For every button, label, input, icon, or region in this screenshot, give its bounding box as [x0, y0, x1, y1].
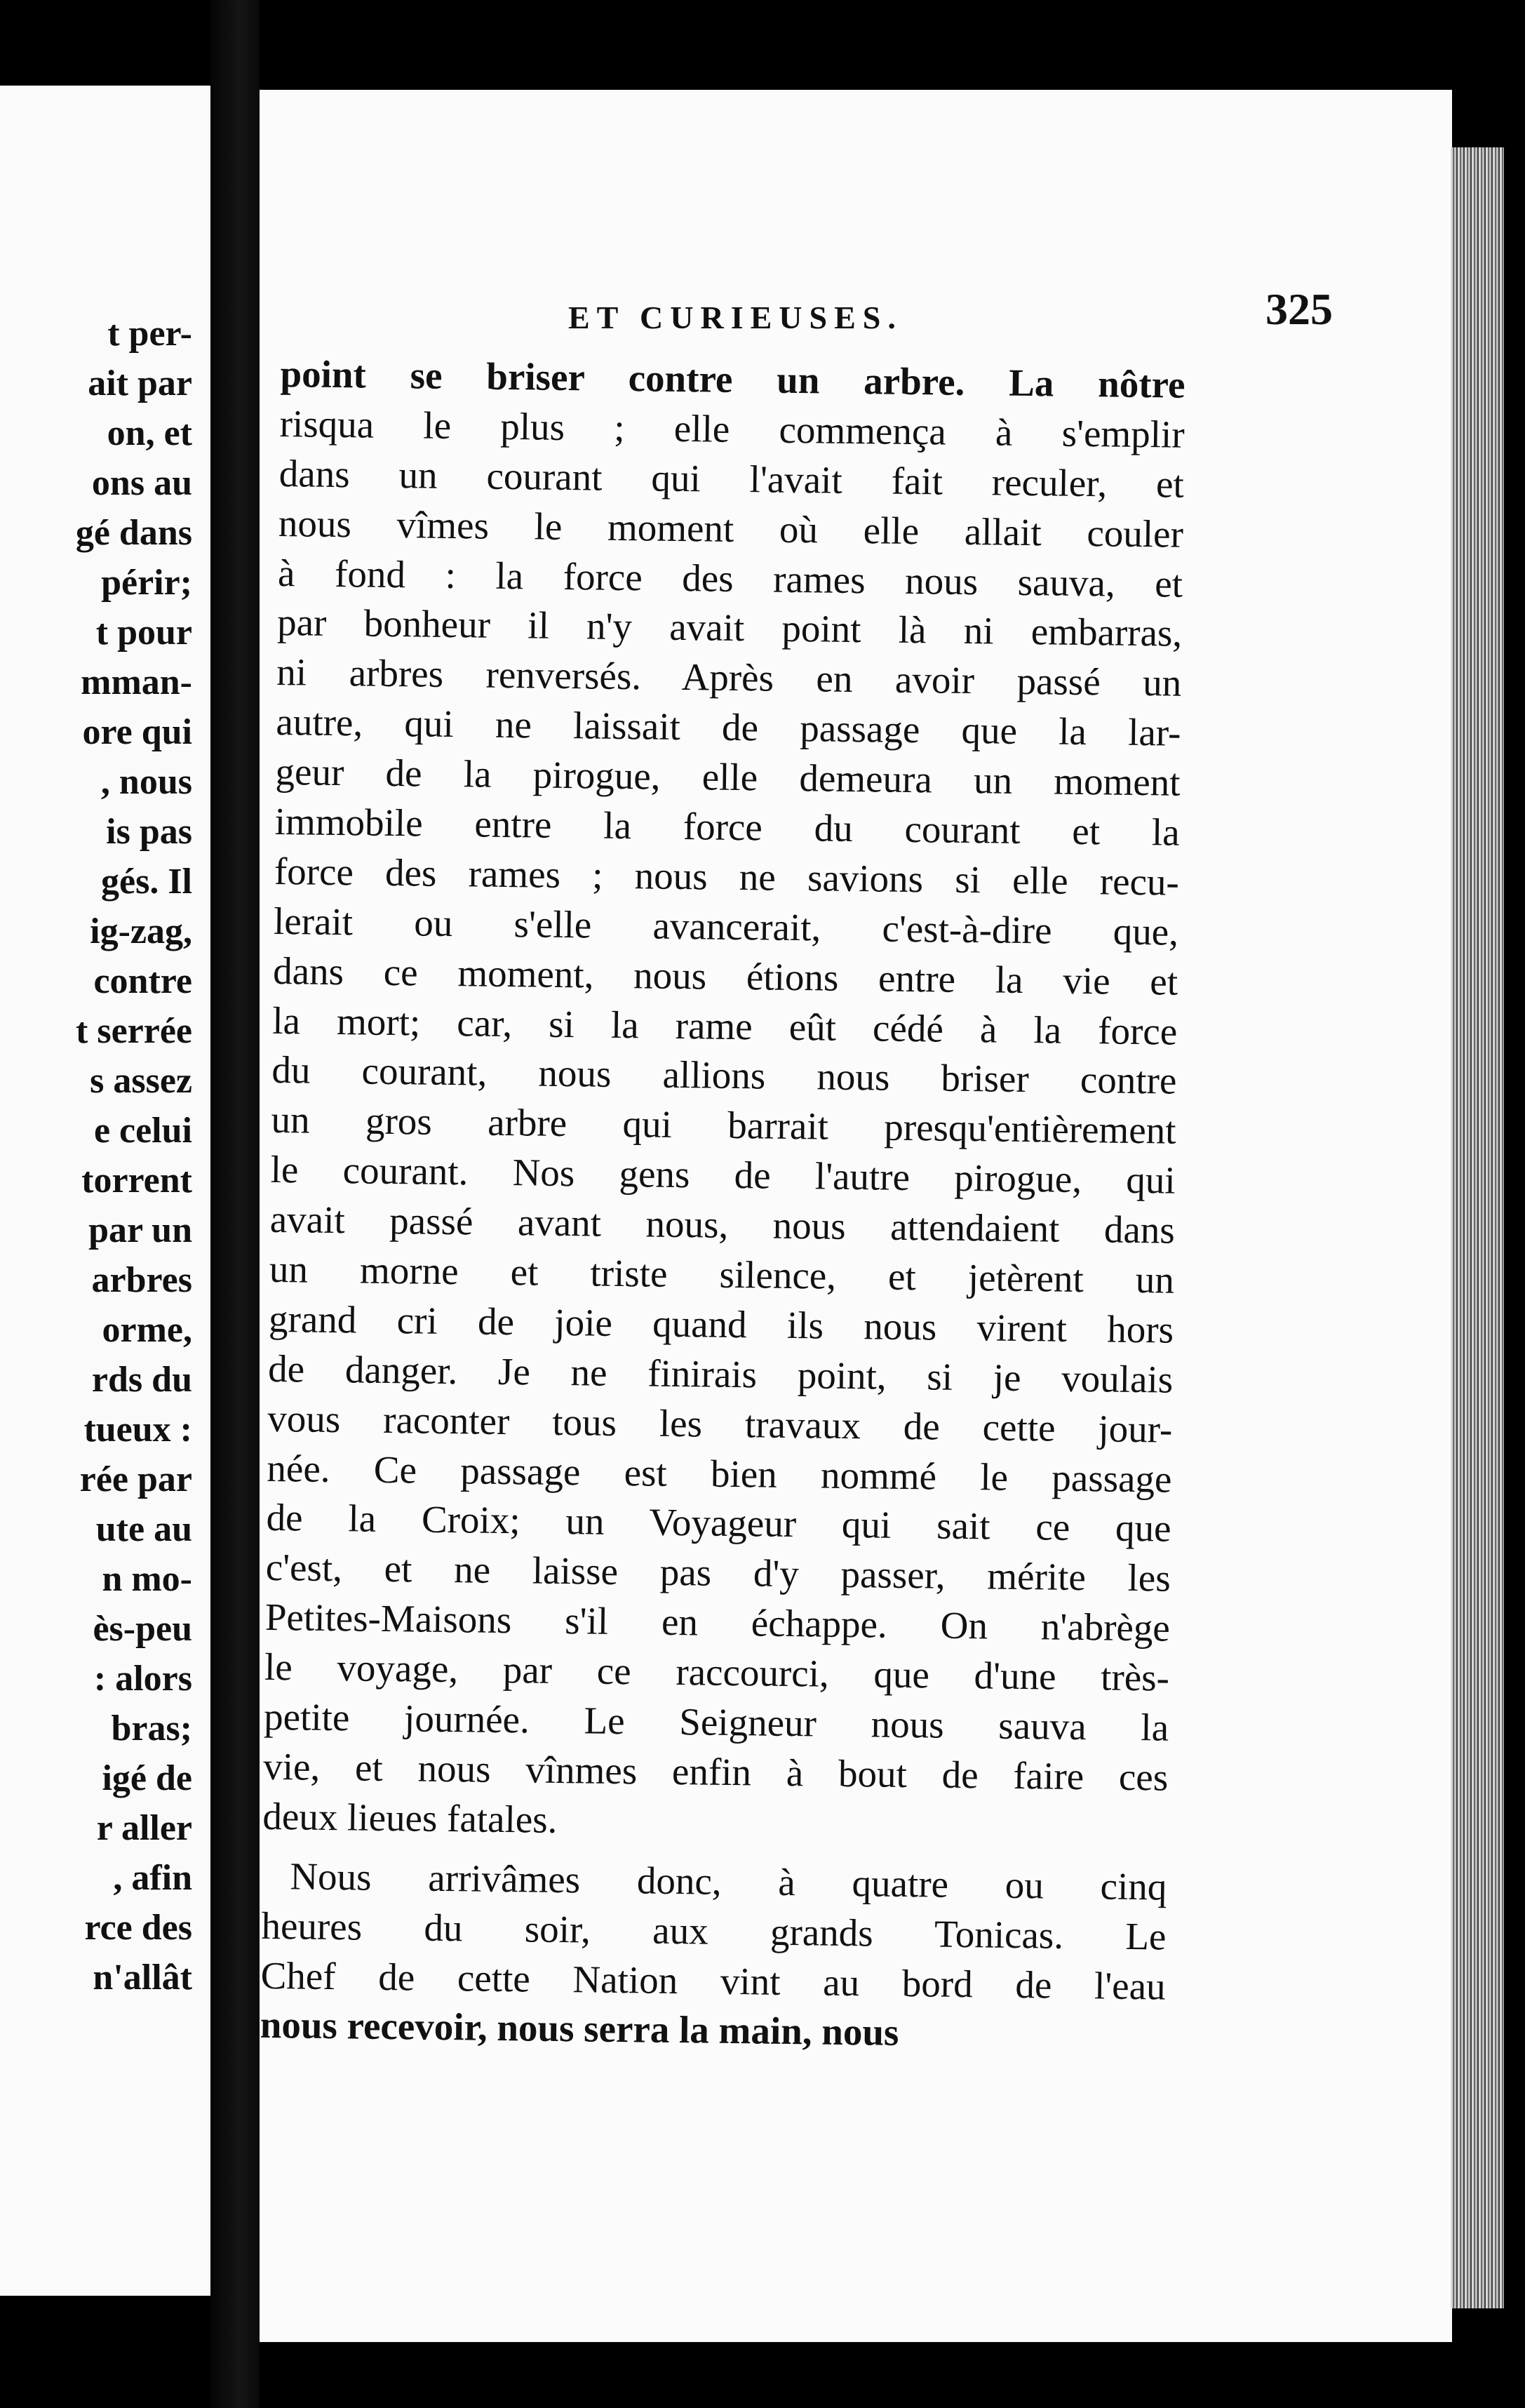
text-line: Petites-Maisons s'il en échappe. On n'abrège: [264, 1596, 1171, 1650]
text-line: geur de la pirogue, elle demeura un moment: [275, 750, 1181, 804]
left-text-line: igé de: [102, 1758, 192, 1798]
text-line: deux lieues fatales.: [262, 1794, 558, 1841]
text-line: nous vîmes le moment où elle allait couler: [278, 501, 1184, 556]
left-text-line: e celui: [93, 1111, 192, 1151]
left-text-line: gés. Il: [101, 862, 192, 902]
left-text-line: par un: [88, 1210, 192, 1250]
text-line: la mort; car, si la rame eût cédé à la force: [271, 998, 1178, 1053]
text-line: force des rames ; nous ne savions si elle recu-: [274, 849, 1180, 904]
text-line: immobile entre la force du courant et la: [274, 799, 1181, 854]
text-line: grand cri de joie quand ils nous virent hors: [268, 1297, 1174, 1351]
text-line: le voyage, par ce raccourci, que d'une très-: [264, 1645, 1170, 1699]
left-text-line: rds du: [91, 1360, 192, 1400]
left-text-line: périr;: [101, 563, 192, 603]
left-text-line: ore qui: [82, 712, 192, 752]
body-text: [260, 349, 1185, 2061]
text-line: du courant, nous allions nous briser contre: [271, 1048, 1177, 1103]
text-line: lerait ou s'elle avancerait, c'est-à-dire que,: [273, 899, 1179, 954]
text-line: par bonheur il n'y avait point là ni embarras,: [276, 601, 1183, 655]
text-line: avait passé avant nous, nous attendaient dans: [269, 1198, 1176, 1252]
right-page: [260, 90, 1452, 2342]
left-text-line: on, et: [107, 413, 192, 453]
left-text-line: n mo-: [102, 1559, 192, 1599]
text-line: petite journée. Le Seigneur nous sauva la: [263, 1694, 1169, 1749]
text-line: autre, qui ne laissait de passage que la lar-: [276, 700, 1181, 754]
left-text-line: , nous: [100, 762, 192, 802]
text-line: dans un courant qui l'avait fait reculer, et: [278, 451, 1185, 506]
text-line: née. Ce passage est bien nommé le passage: [267, 1446, 1172, 1501]
left-text-line: gé dans: [75, 513, 192, 553]
text-line: vous raconter tous les travaux de cette jour-: [267, 1396, 1173, 1451]
text-line: Chef de cette Nation vint au bord de l'eau: [260, 1953, 1166, 2008]
text-line: un gros arbre qui barrait presqu'entièrement: [271, 1098, 1176, 1153]
text-line: ni arbres renversés. Après en avoir passé un: [276, 650, 1182, 705]
left-text-line: rce des: [84, 1908, 192, 1948]
running-head: [260, 284, 1452, 349]
left-text-line: ute au: [95, 1509, 192, 1549]
text-line: risqua le plus ; elle commença à s'emplir: [279, 401, 1185, 456]
left-text-line: , afin: [113, 1858, 192, 1898]
text-line: c'est, et ne laisse pas d'y passer, mérite les: [265, 1546, 1171, 1600]
left-text-line: ès-peu: [93, 1609, 192, 1649]
left-text-line: r aller: [96, 1808, 192, 1848]
left-text-line: torrent: [81, 1160, 192, 1200]
text-line: vie, et nous vînmes enfin à bout de faire ces: [262, 1744, 1169, 1799]
left-text-line: n'allât: [93, 1958, 192, 1998]
left-text-line: s assez: [90, 1061, 192, 1101]
left-text-line: ig-zag,: [90, 911, 192, 951]
left-text-line: ait par: [88, 363, 192, 403]
left-page-text: [76, 309, 192, 2002]
text-line: dans ce moment, nous étions entre la vie et: [272, 949, 1178, 1003]
left-text-line: arbres: [91, 1260, 192, 1300]
text-line: de la Croix; un Voyageur qui sait ce que: [266, 1496, 1171, 1551]
page-number: 325: [1265, 284, 1333, 334]
book-gutter: [210, 0, 260, 2408]
left-text-line: t per-: [107, 314, 192, 354]
left-text-line: mman-: [81, 662, 192, 702]
left-text-line: t serrée: [76, 1011, 192, 1051]
text-line: de danger. Je ne finirais point, si je voulais: [267, 1346, 1174, 1401]
left-text-line: rée par: [79, 1459, 192, 1499]
text-line: à fond : la force des rames nous sauva, et: [277, 551, 1183, 606]
left-text-line: contre: [93, 961, 192, 1001]
text-line: Nous arrivâmes donc, à quatre ou cinq: [290, 1854, 1167, 1908]
left-text-line: : alors: [93, 1659, 192, 1699]
text-line: un morne et triste silence, et jetèrent un: [269, 1247, 1175, 1302]
left-text-line: is pas: [106, 812, 192, 852]
text-line: heures du soir, aux grands Tonicas. Le: [261, 1904, 1167, 1958]
text-line: point se briser contre un arbre. La nôtre: [280, 352, 1185, 406]
text-line: le courant. Nos gens de l'autre pirogue, qui: [270, 1148, 1176, 1202]
text-line: nous recevoir, nous serra la main, nous: [260, 2003, 899, 2054]
left-text-line: ons au: [91, 463, 192, 503]
left-page: [0, 86, 210, 2296]
running-title: ET CURIEUSES.: [568, 300, 903, 335]
left-text-line: bras;: [111, 1708, 192, 1748]
left-text-line: t pour: [95, 613, 192, 653]
page-edges: [1451, 147, 1504, 2308]
left-text-line: tueux :: [83, 1410, 192, 1450]
left-text-line: orme,: [102, 1310, 192, 1350]
